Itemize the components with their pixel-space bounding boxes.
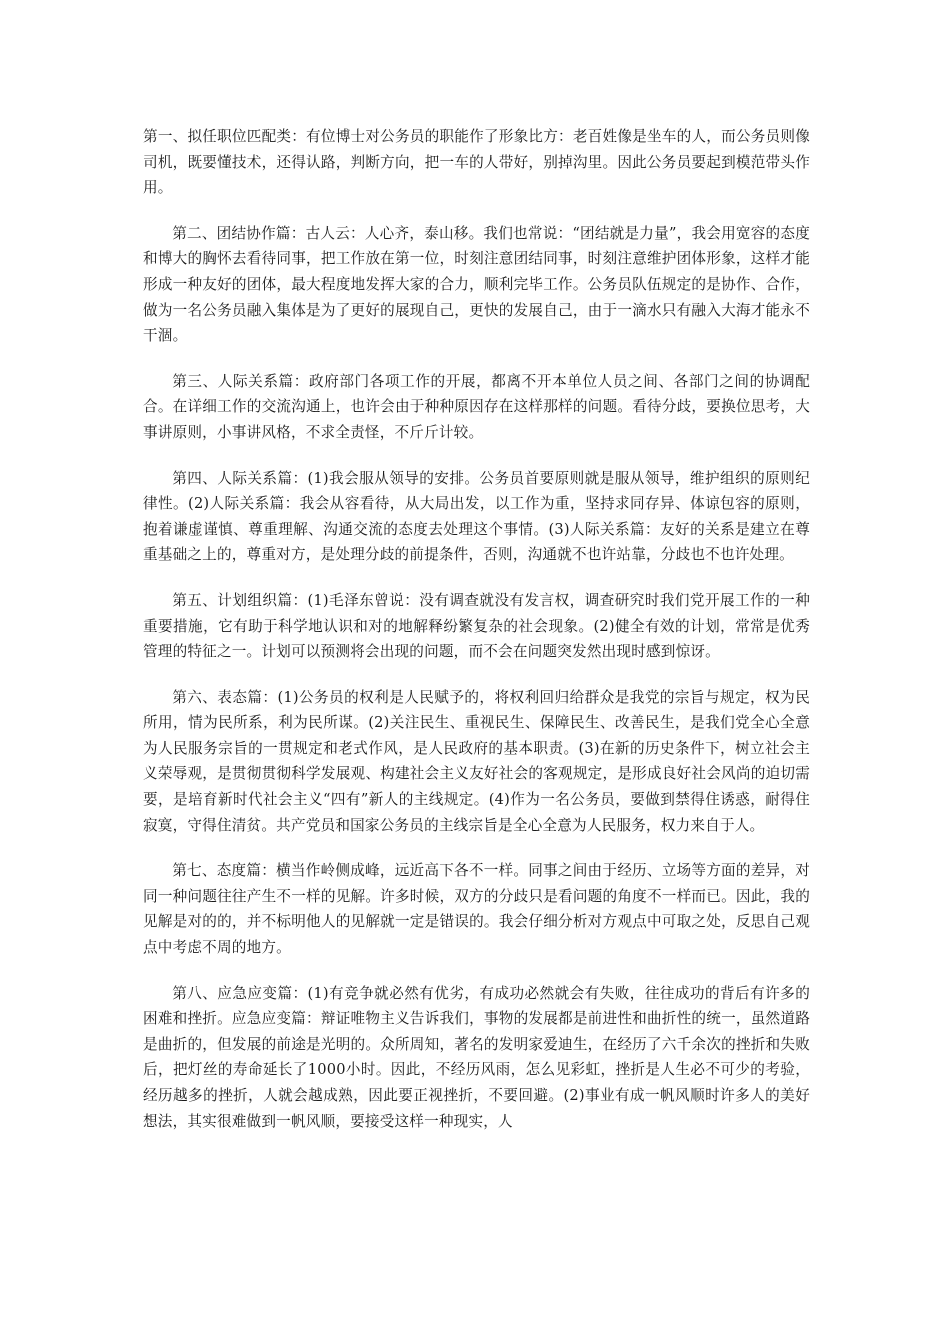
paragraph-interpersonal-2: 第四、人际关系篇：(1)我会服从领导的安排。公务员首要原则就是服从领导，维护组织的原则纪律性。(2)人际关系篇：我会从容看待，从大局出发，以工作为重，坚持求同存异、体谅包容的原则，抱着谦虚谨慎、尊重理解、沟通交流的态度去处理这个事情。(3)人际关系篇：友好的关系是建立在尊重基础之上的，尊重对方，是处理分歧的前提条件，否则，沟通就不也许站靠，分歧也不也许处理。 bbox=[143, 469, 810, 564]
paragraph-interpersonal-1: 第三、人际关系篇：政府部门各项工作的开展，都离不开本单位人员之间、各部门之间的协调配合。在详细工作的交流沟通上，也许会由于种种原因存在这样那样的问题。看待分歧，要换位思考，大事讲原则，小事讲风格，不求全责怪，不斤斤计较。 bbox=[143, 372, 810, 441]
paragraph-planning: 第五、计划组织篇：(1)毛泽东曾说：没有调查就没有发言权，调查研究时我们党开展工作的一种重要措施，它有助于科学地认识和对的地解释纷繁复杂的社会现象。(2)健全有效的计划，常常是优秀管理的特征之一。计划可以预测将会出现的问题，而不会在问题突发然出现时感到惊讶。 bbox=[143, 591, 810, 661]
paragraph-attitude: 第七、态度篇：横当作岭侧成峰，远近高下各不一样。同事之间由于经历、立场等方面的差异，对同一种问题往往产生不一样的见解。许多时候，双方的分歧只是看问题的角度不一样而已。因此，我的见解是对的的，并不标明他人的见解就一定是错误的。我会仔细分析对方观点中可取之处，反思自己观点中考虑不周的地方。 bbox=[143, 862, 810, 957]
paragraph-position-match: 第一、拟任职位匹配类：有位博士对公务员的职能作了形象比方：老百姓像是坐车的人，而公务员则像司机，既要懂技术，还得认路，判断方向，把一车的人带好，别掉沟里。因此公务员要起到模范带头作用。 bbox=[143, 128, 810, 197]
paragraph-emergency: 第八、应急应变篇：(1)有竞争就必然有优劣，有成功必然就会有失败，往往成功的背后有许多的困难和挫折。应急应变篇：辩证唯物主义告诉我们，事物的发展都是前进性和曲折性的统一，虽然道路是曲折的，但发展的前途是光明的。众所周知，著名的发明家爱迪生，在经历了六千余次的挫折和失败后，把灯丝的寿命延长了1000小时。因此，不经历风雨，怎么见彩虹，挫折是人生必不可少的考验，经历越多的挫折，人就会越成熟，因此要正视挫折，不要回避。(2)事业有成一帆风顺时许多人的美好想法，其实很难做到一帆风顺，要接受这样一种现实，人 bbox=[143, 984, 810, 1130]
paragraph-teamwork: 第二、团结协作篇：古人云：人心齐，泰山移。我们也常说：“团结就是力量”，我会用宽容的态度和博大的胸怀去看待同事，把工作放在第一位，时刻注意团结同事，时刻注意维护团体形象，这样才能形成一种友好的团体，最大程度地发挥大家的合力，顺利完毕工作。公务员队伍规定的是协作、合作，做为一名公务员融入集体是为了更好的展现自己，更快的发展自己，由于一滴水只有融入大海才能永不干涸。 bbox=[143, 224, 810, 345]
document-body bbox=[143, 124, 810, 1154]
paragraph-attitude-statement: 第六、表态篇：(1)公务员的权利是人民赋予的，将权利回归给群众是我党的宗旨与规定，权为民所用，情为民所系，利为民所谋。(2)关注民生、重视民生、保障民生、改善民生，是我们党全心全意为人民服务宗旨的一贯规定和老式作风，是人民政府的基本职责。(3)在新的历史条件下，树立社会主义荣辱观，是贯彻贯彻科学发展观、构建社会主义友好社会的客观规定，是形成良好社会风尚的迫切需要，是培育新时代社会主义“四有”新人的主线规定。(4)作为一名公务员，要做到禁得住诱惑，耐得住寂寞，守得住清贫。共产党员和国家公务员的主线宗旨是全心全意为人民服务，权力来自于人。 bbox=[143, 688, 810, 834]
